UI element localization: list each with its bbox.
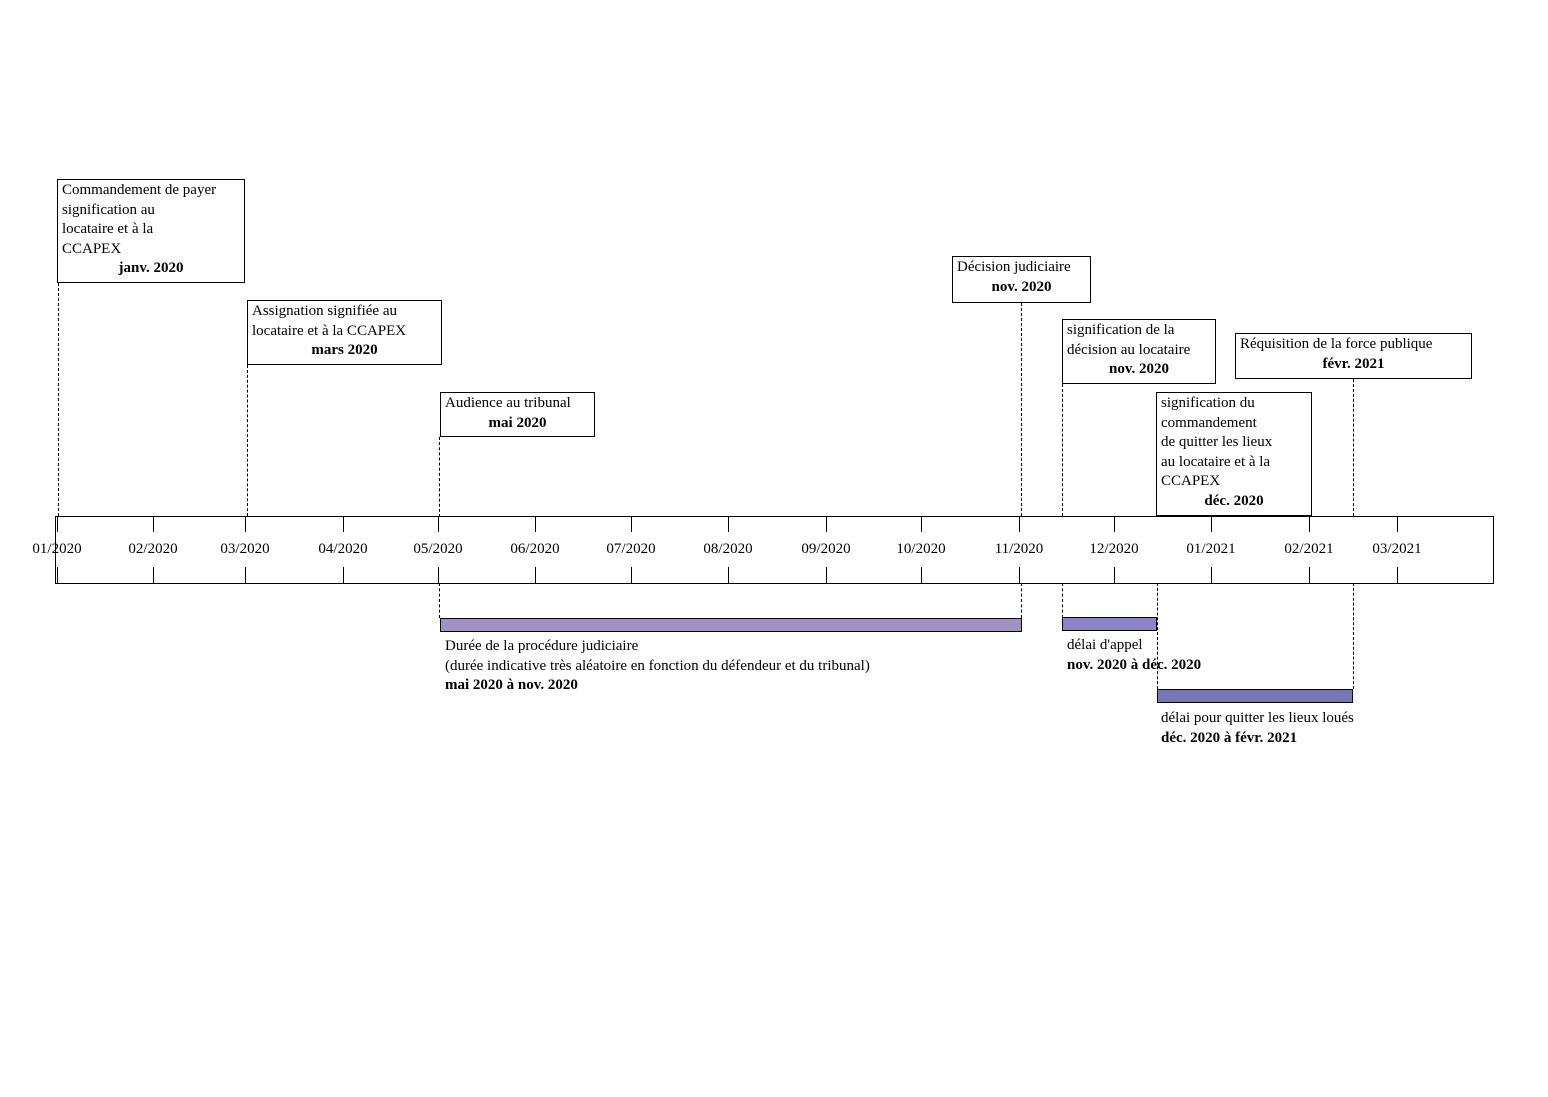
event-signification-decision [1062,319,1216,384]
tick-mark-top [1211,516,1212,532]
tick-mark-bottom [921,567,922,583]
connector-decision [1021,303,1022,516]
tick-mark-top [57,516,58,532]
event-date: févr. 2021 [1322,355,1385,372]
period-label-procedure [445,637,870,696]
tick-mark-bottom [631,567,632,583]
tick-mark-top [921,516,922,532]
tick-mark-top [438,516,439,532]
period-title: délai d'appel [1067,637,1143,653]
tick-mark-top [153,516,154,532]
connector-audience [439,437,440,517]
tick-mark-bottom [1114,567,1115,583]
connector-signification-decision [1062,384,1063,516]
connector-requisition [1353,379,1354,516]
tick-label: 02/2021 [1284,541,1334,557]
tick-mark-bottom [1309,567,1310,583]
period-note: (durée indicative très aléatoire en fonction du défendeur et du tribunal) [445,657,870,674]
tick-label: 08/2020 [703,541,753,557]
tick-label: 03/2020 [220,541,270,557]
period-title: délai pour quitter les lieux loués [1161,710,1354,726]
tick-label: 06/2020 [510,541,560,557]
connector-audience-bar [439,583,440,618]
tick-label: 10/2020 [896,541,946,557]
period-label-quitter-lieux [1161,709,1354,748]
tick-label: 12/2020 [1089,541,1139,557]
event-commandement-quitter [1156,392,1312,516]
tick-mark-top [1309,516,1310,532]
event-audience [440,392,595,437]
tick-mark-bottom [728,567,729,583]
tick-mark-bottom [153,567,154,583]
period-range: mai 2020 à nov. 2020 [445,677,578,693]
tick-label: 05/2020 [413,541,463,557]
tick-label: 01/2020 [32,541,82,557]
tick-mark-bottom [1019,567,1020,583]
event-date: mai 2020 [488,414,547,431]
event-text: Assignation signifiée au locataire et à la CCAPEX [252,303,407,339]
period-range: nov. 2020 à déc. 2020 [1067,656,1202,673]
tick-mark-bottom [343,567,344,583]
tick-mark-top [631,516,632,532]
connector-requisition-bar [1353,583,1354,689]
tick-label: 04/2020 [318,541,368,557]
period-bar-quitter-lieux [1157,689,1353,703]
event-text: signification de la décision au locataire [1067,322,1191,358]
tick-mark-top [535,516,536,532]
tick-label: 01/2021 [1186,541,1236,557]
period-bar-procedure [440,618,1022,632]
timeline-axis [55,516,1494,584]
tick-mark-bottom [826,567,827,583]
event-date: mars 2020 [311,342,378,358]
tick-mark-top [1019,516,1020,532]
tick-label: 07/2020 [606,541,656,557]
event-commandement-de-payer [57,179,245,283]
tick-mark-top [1114,516,1115,532]
tick-label: 11/2020 [994,541,1044,557]
tick-mark-top [245,516,246,532]
period-bar-delai-appel [1062,617,1157,631]
period-title: Durée de la procédure judiciaire [445,638,639,654]
period-range: déc. 2020 à févr. 2021 [1161,729,1298,746]
event-text: Commandement de payer signification au locataire et à la CCAPEX [62,182,217,257]
tick-mark-top [826,516,827,532]
connector-assignation [247,365,248,516]
tick-mark-bottom [438,567,439,583]
event-date: nov. 2020 [991,278,1052,295]
event-assignation [247,300,442,365]
event-text: Décision judiciaire [957,259,1071,275]
event-decision-judiciaire [952,256,1091,303]
event-date: janv. 2020 [118,260,184,276]
tick-mark-bottom [535,567,536,583]
tick-mark-top [1397,516,1398,532]
connector-signification-decision-bar [1062,583,1063,618]
event-date: déc. 2020 [1204,492,1264,509]
connector-commandement [58,283,59,516]
period-label-delai-appel [1067,636,1201,675]
event-text: Réquisition de la force publique [1240,336,1433,352]
connector-decision-bar [1021,583,1022,618]
event-text: Audience au tribunal [445,395,571,411]
tick-mark-bottom [1397,567,1398,583]
tick-label: 03/2021 [1372,541,1422,557]
tick-mark-bottom [57,567,58,583]
tick-mark-bottom [1211,567,1212,583]
tick-mark-bottom [245,567,246,583]
event-text: signification du commandement de quitter les lieux au locataire et à la CCAPEX [1161,395,1273,489]
tick-label: 02/2020 [128,541,178,557]
event-date: nov. 2020 [1108,361,1169,377]
tick-mark-top [728,516,729,532]
tick-label: 09/2020 [801,541,851,557]
event-requisition [1235,333,1472,379]
tick-mark-top [343,516,344,532]
